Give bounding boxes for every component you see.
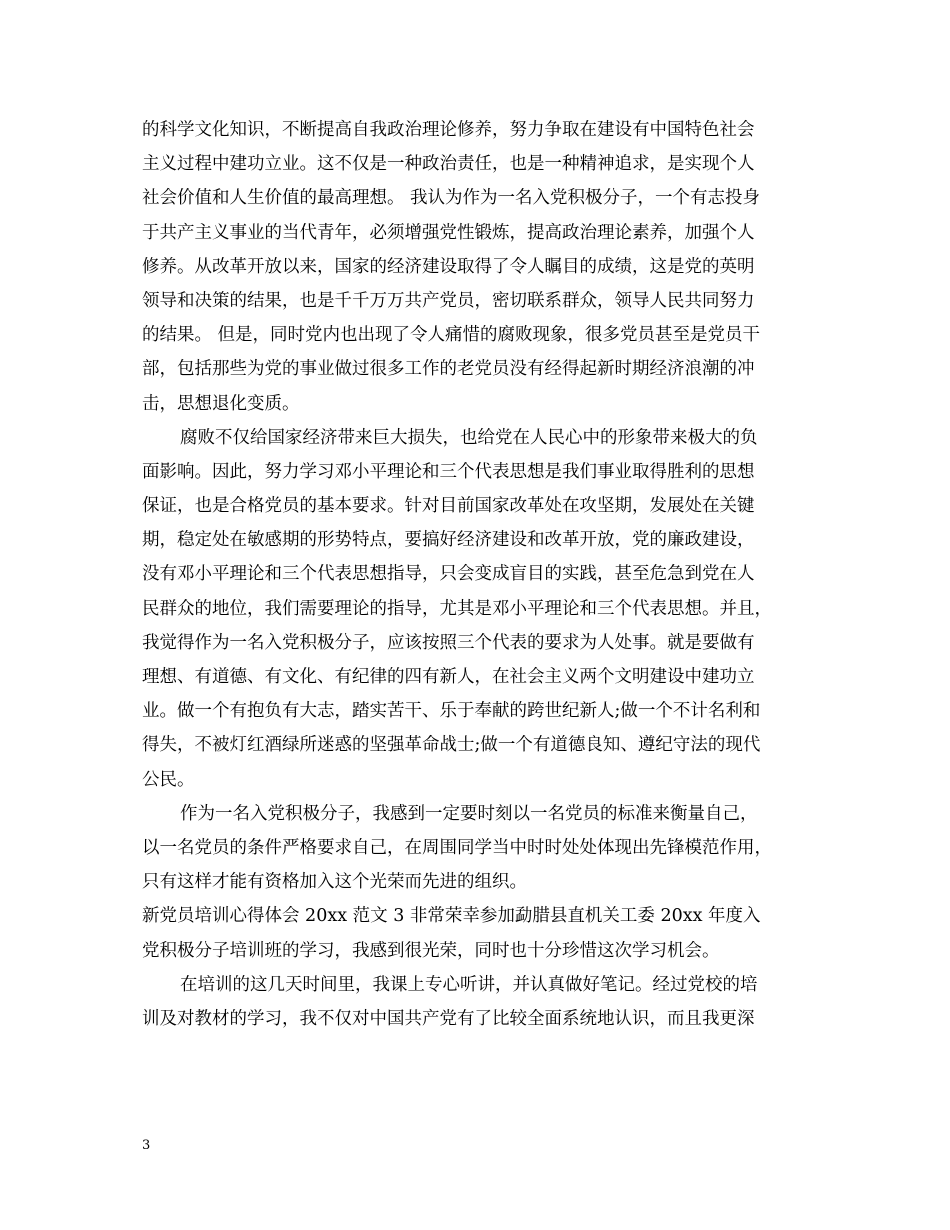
text-line: 击，思想退化变质。 xyxy=(142,393,300,414)
text-line: 业。做一个有抱负有大志，踏实苦干、乐于奉献的跨世纪新人;做一个不计名利和 xyxy=(142,701,761,722)
text-line: 得失，不被灯红酒绿所迷惑的坚强革命战士;做一个有道德良知、遵纪守法的现代 xyxy=(142,735,761,756)
text-line: 党积极分子培训班的学习，我感到很光荣，同时也十分珍惜这次学习机会。 xyxy=(142,940,720,961)
text-line: 作为一名入党积极分子，我感到一定要时刻以一名党员的标准来衡量自己， xyxy=(180,803,758,824)
text-line: 修养。从改革开放以来，国家的经济建设取得了令人瞩目的成绩，这是党的英明 xyxy=(142,256,755,277)
text-line: 部，包括那些为党的事业做过很多工作的老党员没有经得起新时期经济浪潮的冲 xyxy=(142,359,755,380)
text-line: 的结果。 但是，同时党内也出现了令人痛惜的腐败现象，很多党员甚至是党员干 xyxy=(142,325,761,346)
text-line: 新党员培训心得体会 20xx 范文 3 非常荣幸参加勐腊县直机关工委 20xx 年度入 xyxy=(142,906,761,927)
text-line: 只有这样才能有资格加入这个光荣而先进的组织。 xyxy=(142,872,527,893)
text-line: 期，稳定处在敏感期的形势特点，要搞好经济建设和改革开放，党的廉政建设， xyxy=(142,530,755,551)
text-line: 的科学文化知识，不断提高自我政治理论修养，努力争取在建设有中国特色社会 xyxy=(142,120,755,140)
text-line: 训及对教材的学习，我不仅对中国共产党有了比较全面系统地认识，而且我更深 xyxy=(142,1008,755,1029)
text-line: 我觉得作为一名入党积极分子，应该按照三个代表的要求为人处事。就是要做有 xyxy=(142,632,755,653)
text-line: 没有邓小平理论和三个代表思想指导，只会变成盲目的实践，甚至危急到党在人 xyxy=(142,564,755,585)
text-line: 民群众的地位，我们需要理论的指导，尤其是邓小平理论和三个代表思想。并且， xyxy=(142,598,772,619)
body-text xyxy=(142,113,822,1036)
text-line: 腐败不仅给国家经济带来巨大损失，也给党在人民心中的形象带来极大的负 xyxy=(180,427,758,448)
text-line: 于共产主义事业的当代青年，必须增强党性锻炼，提高政治理论素养，加强个人 xyxy=(142,222,755,243)
text-line: 公民。 xyxy=(142,769,195,790)
text-line: 理想、有道德、有文化、有纪律的四有新人，在社会主义两个文明建设中建功立 xyxy=(142,667,755,687)
text-line: 面影响。因此，努力学习邓小平理论和三个代表思想是我们事业取得胜利的思想 xyxy=(142,461,755,482)
text-line: 领导和决策的结果，也是千千万万共产党员，密切联系群众，领导人民共同努力 xyxy=(142,290,755,311)
page-number: 3 xyxy=(142,1138,151,1153)
text-line: 主义过程中建功立业。这不仅是一种政治责任，也是一种精神追求，是实现个人 xyxy=(142,154,755,175)
text-line: 保证，也是合格党员的基本要求。针对目前国家改革处在攻坚期，发展处在关键 xyxy=(142,496,755,517)
text-line: 在培训的这几天时间里，我课上专心听讲，并认真做好笔记。经过党校的培 xyxy=(180,974,758,995)
text-line: 社会价值和人生价值的最高理想。 我认为作为一名入党积极分子，一个有志投身 xyxy=(142,188,761,209)
text-line: 以一名党员的条件严格要求自己，在周围同学当中时时处处体现出先锋模范作用， xyxy=(142,837,772,858)
